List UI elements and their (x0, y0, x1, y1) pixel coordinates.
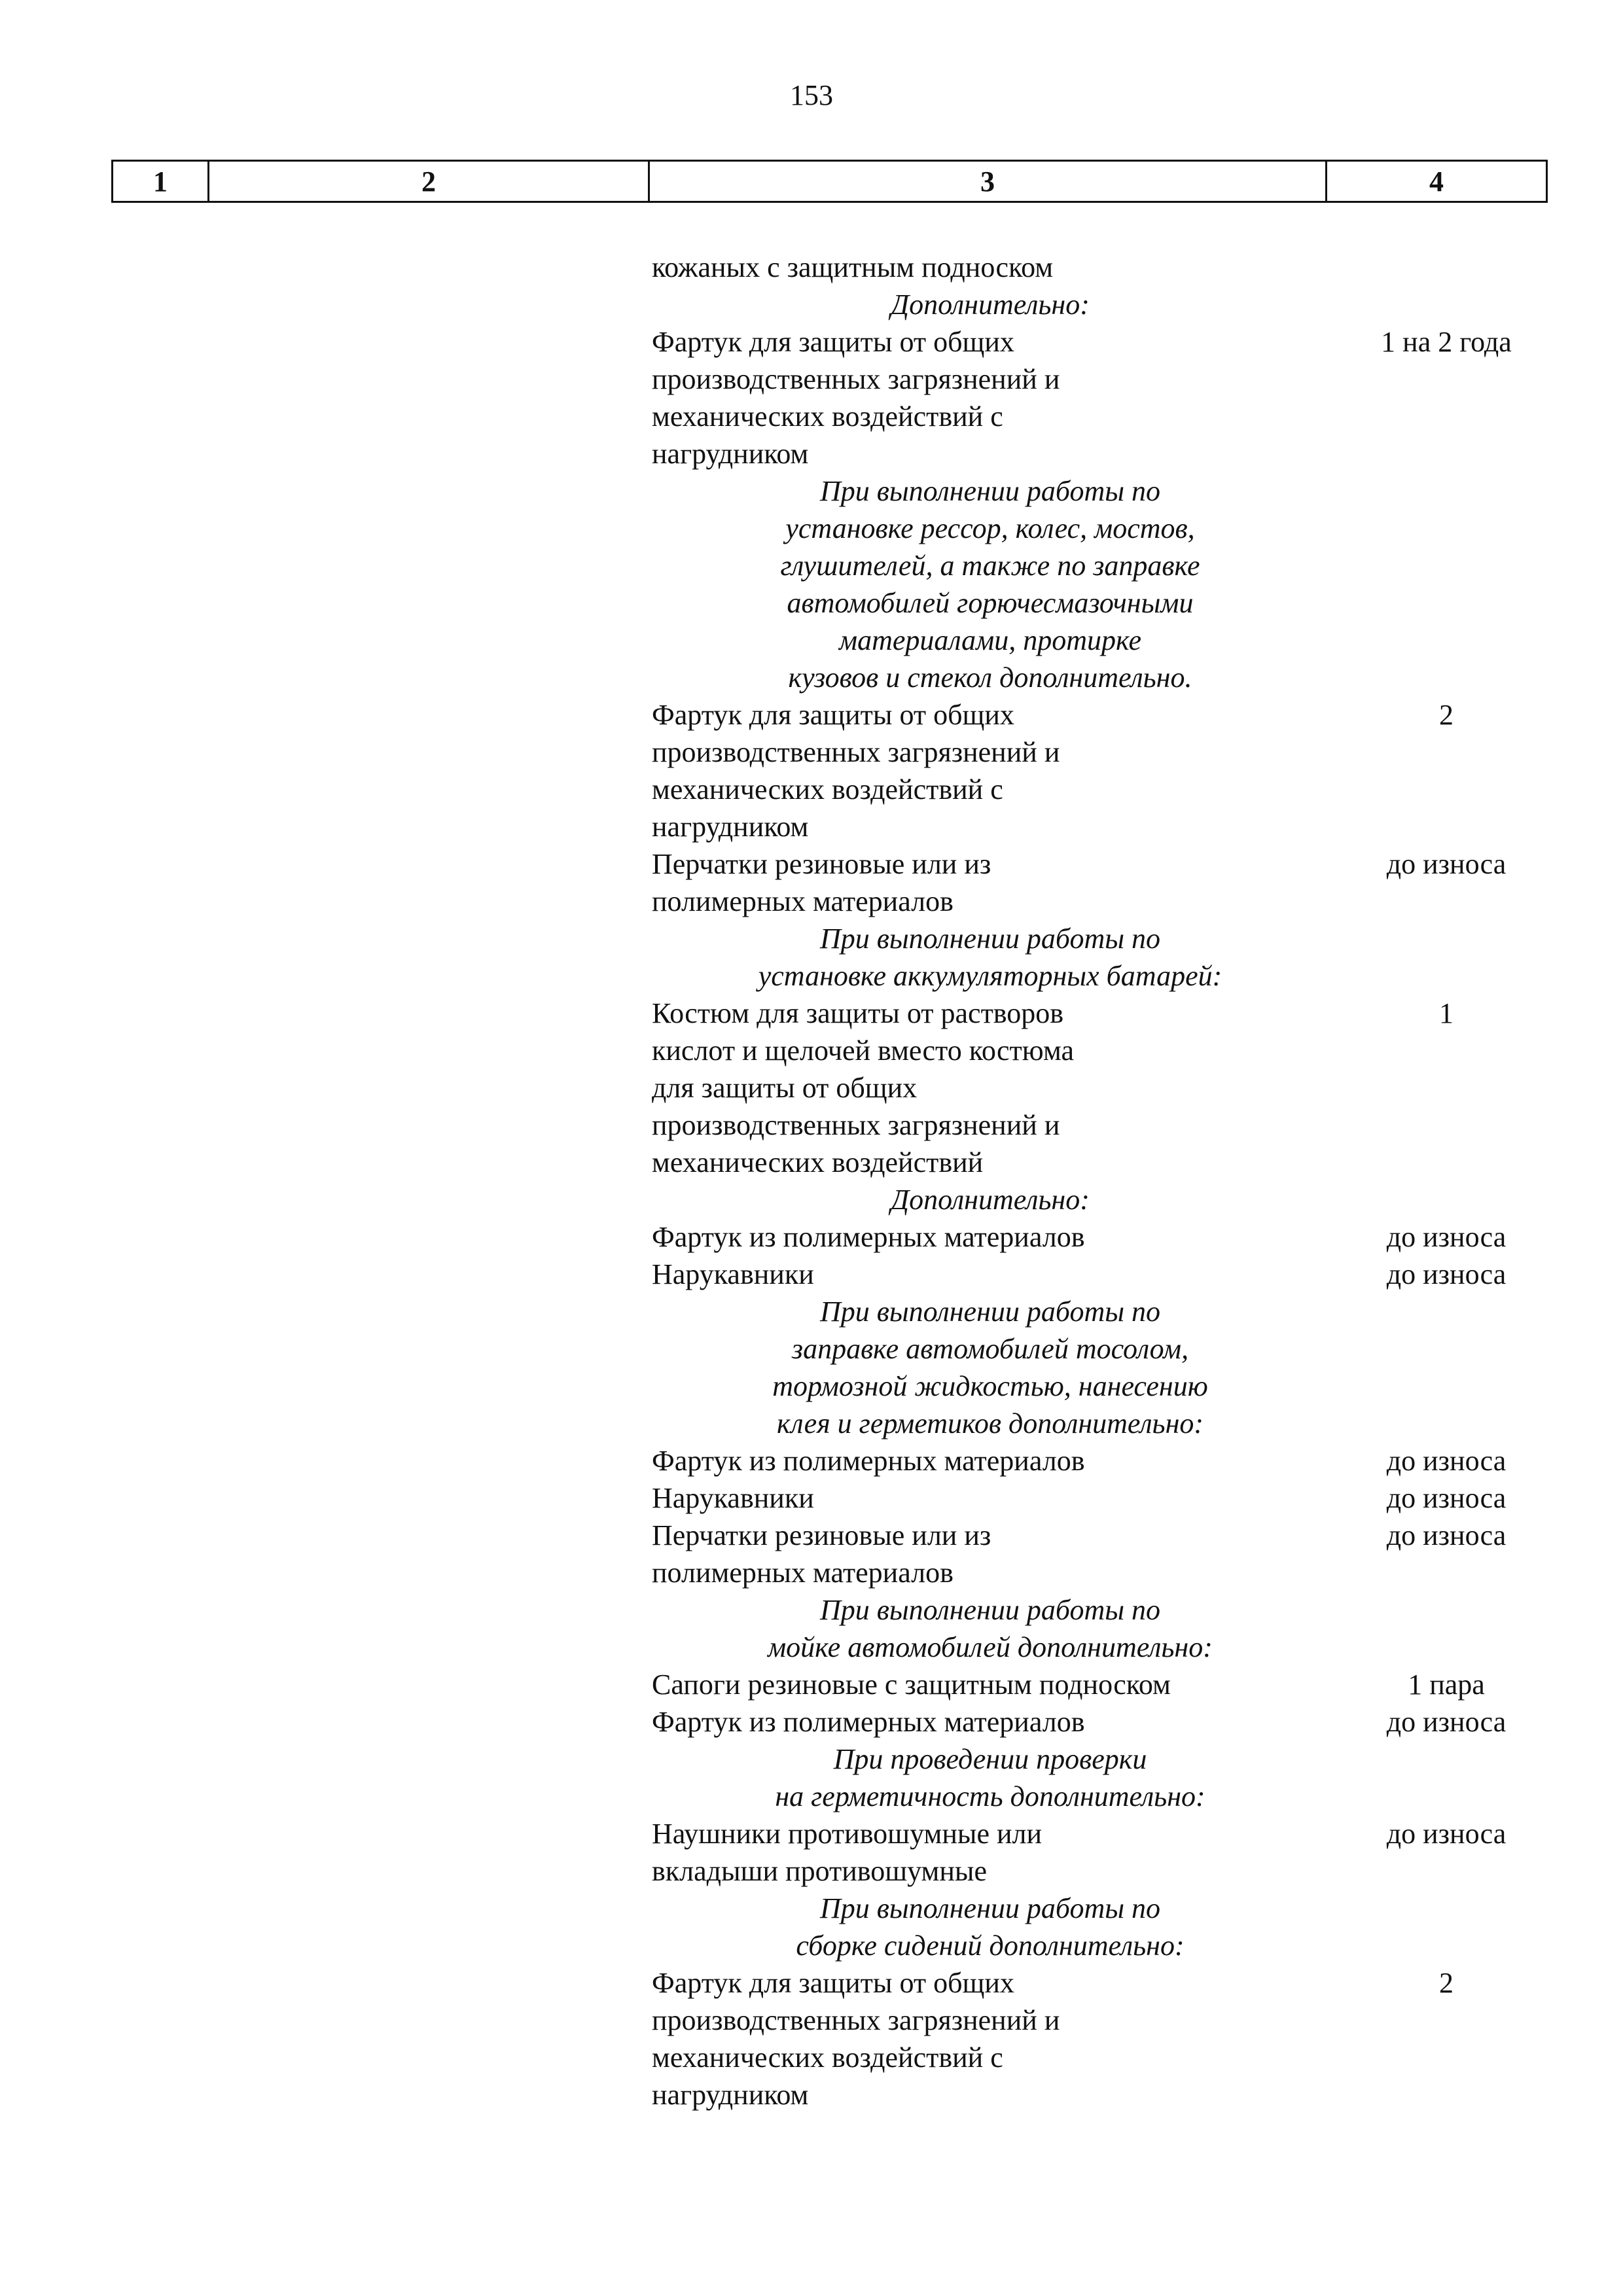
equipment-name (652, 845, 1306, 920)
equipment-name (652, 1964, 1306, 2113)
equipment-name-line: механических воздействий с (652, 400, 1003, 433)
equipment-row (0, 696, 1623, 845)
condition-line: При проведении проверки (833, 1743, 1147, 1775)
equipment-row (0, 1703, 1623, 1740)
header-cell-4: 4 (1327, 161, 1547, 202)
equipment-name-line: Костюм для защиты от растворов (652, 997, 1064, 1029)
condition-heading (654, 286, 1326, 323)
condition-line: Дополнительно: (891, 1184, 1090, 1216)
equipment-name-line: Наушники противошумные или (652, 1818, 1043, 1850)
condition-line: мойке автомобилей дополнительно: (768, 1631, 1213, 1663)
issue-norm: 1 пара (1408, 1669, 1485, 1701)
equipment-name-line: нагрудником (652, 2079, 809, 2111)
equipment-row (0, 845, 1623, 920)
equipment-name-line: кожаных с защитным подноском (652, 251, 1054, 283)
equipment-name (652, 1815, 1306, 1890)
equipment-row (0, 995, 1623, 1181)
equipment-name (652, 1218, 1306, 1256)
condition-heading (654, 1591, 1326, 1666)
issue-norm: до износа (1386, 1482, 1507, 1514)
equipment-name-line: производственных загрязнений и (652, 363, 1060, 395)
condition-line: При выполнении работы по (819, 1296, 1161, 1328)
equipment-name-line: полимерных материалов (652, 1557, 954, 1589)
condition-line: материалами, протирке (839, 624, 1141, 656)
equipment-name (652, 1256, 1306, 1293)
issue-norm: до износа (1386, 1519, 1507, 1551)
equipment-name (652, 323, 1306, 472)
equipment-name-line: механических воздействий (652, 1146, 984, 1178)
condition-line: сборке сидений дополнительно: (796, 1930, 1185, 1962)
equipment-name-line: производственных загрязнений и (652, 2004, 1060, 2036)
equipment-name-line: Нарукавники (652, 1482, 814, 1514)
condition-line: кузовов и стекол дополнительно. (788, 662, 1192, 694)
equipment-name-line: вкладыши противошумные (652, 1855, 988, 1887)
equipment-row (0, 1256, 1623, 1293)
equipment-name (652, 1666, 1306, 1703)
condition-heading (654, 1890, 1326, 1964)
condition-line: Дополнительно: (891, 289, 1090, 321)
equipment-name-line: Сапоги резиновые с защитным подноском (652, 1669, 1171, 1701)
equipment-row (0, 1964, 1623, 2113)
equipment-name (652, 249, 1306, 286)
equipment-name (652, 1442, 1306, 1479)
equipment-name-line: производственных загрязнений и (652, 1109, 1060, 1141)
equipment-row (0, 1218, 1623, 1256)
equipment-row (0, 249, 1623, 286)
equipment-name-line: Фартук для защиты от общих (652, 1967, 1014, 1999)
header-cell-1: 1 (113, 161, 209, 202)
condition-heading (654, 472, 1326, 696)
condition-line: глушителей, а также по заправке (780, 550, 1200, 582)
equipment-name (652, 1517, 1306, 1591)
condition-heading (654, 920, 1326, 995)
condition-heading (654, 1181, 1326, 1218)
equipment-row (0, 1442, 1623, 1479)
equipment-row (0, 1666, 1623, 1703)
protective-equipment-list (0, 249, 1623, 2113)
issue-norm: до износа (1386, 1818, 1507, 1850)
condition-heading (654, 1740, 1326, 1815)
equipment-row (0, 323, 1623, 472)
equipment-name-line: Фартук для защиты от общих (652, 699, 1014, 731)
column-number-header (111, 160, 1548, 203)
equipment-name-line: для защиты от общих (652, 1072, 918, 1104)
condition-line: клея и герметиков дополнительно: (776, 1407, 1204, 1439)
header-cell-3: 3 (649, 161, 1327, 202)
equipment-name-line: механических воздействий с (652, 2041, 1003, 2074)
equipment-name (652, 696, 1306, 845)
issue-norm: до износа (1386, 1258, 1507, 1290)
equipment-name-line: производственных загрязнений и (652, 736, 1060, 768)
issue-norm: до износа (1386, 1445, 1507, 1477)
page-number: 153 (790, 79, 833, 111)
header-row (113, 161, 1547, 202)
equipment-name-line: Фартук для защиты от общих (652, 326, 1014, 358)
issue-norm: 1 (1439, 997, 1454, 1029)
equipment-name-line: Фартук из полимерных материалов (652, 1445, 1085, 1477)
equipment-name-line: Нарукавники (652, 1258, 814, 1290)
issue-norm: 1 на 2 года (1381, 326, 1512, 358)
condition-line: установке рессор, колес, мостов, (785, 512, 1195, 544)
condition-line: установке аккумуляторных батарей: (758, 960, 1222, 992)
condition-line: тормозной жидкостью, нанесению (772, 1370, 1208, 1402)
issue-norm: до износа (1386, 1706, 1507, 1738)
equipment-name (652, 1479, 1306, 1517)
equipment-row (0, 1517, 1623, 1591)
equipment-name (652, 1703, 1306, 1740)
equipment-name-line: Перчатки резиновые или из (652, 1519, 991, 1551)
condition-line: При выполнении работы по (819, 475, 1161, 507)
condition-line: на герметичность дополнительно: (775, 1780, 1205, 1812)
condition-line: автомобилей горючесмазочными (787, 587, 1194, 619)
equipment-name-line: кислот и щелочей вместо костюма (652, 1034, 1075, 1067)
issue-norm: до износа (1386, 848, 1507, 880)
issue-norm: 2 (1439, 699, 1454, 731)
equipment-name-line: Фартук из полимерных материалов (652, 1221, 1085, 1253)
equipment-name (652, 995, 1306, 1181)
condition-heading (654, 1293, 1326, 1442)
condition-line: При выполнении работы по (819, 923, 1161, 955)
equipment-name-line: полимерных материалов (652, 885, 954, 917)
issue-norm: до износа (1386, 1221, 1507, 1253)
equipment-row (0, 1815, 1623, 1890)
equipment-name-line: Перчатки резиновые или из (652, 848, 991, 880)
condition-line: При выполнении работы по (819, 1892, 1161, 1924)
equipment-name-line: механических воздействий с (652, 773, 1003, 805)
issue-norm: 2 (1439, 1967, 1454, 1999)
condition-line: заправке автомобилей тосолом, (791, 1333, 1189, 1365)
equipment-name-line: Фартук из полимерных материалов (652, 1706, 1085, 1738)
equipment-name-line: нагрудником (652, 438, 809, 470)
header-cell-2: 2 (209, 161, 649, 202)
equipment-name-line: нагрудником (652, 811, 809, 843)
equipment-row (0, 1479, 1623, 1517)
condition-line: При выполнении работы по (819, 1594, 1161, 1626)
